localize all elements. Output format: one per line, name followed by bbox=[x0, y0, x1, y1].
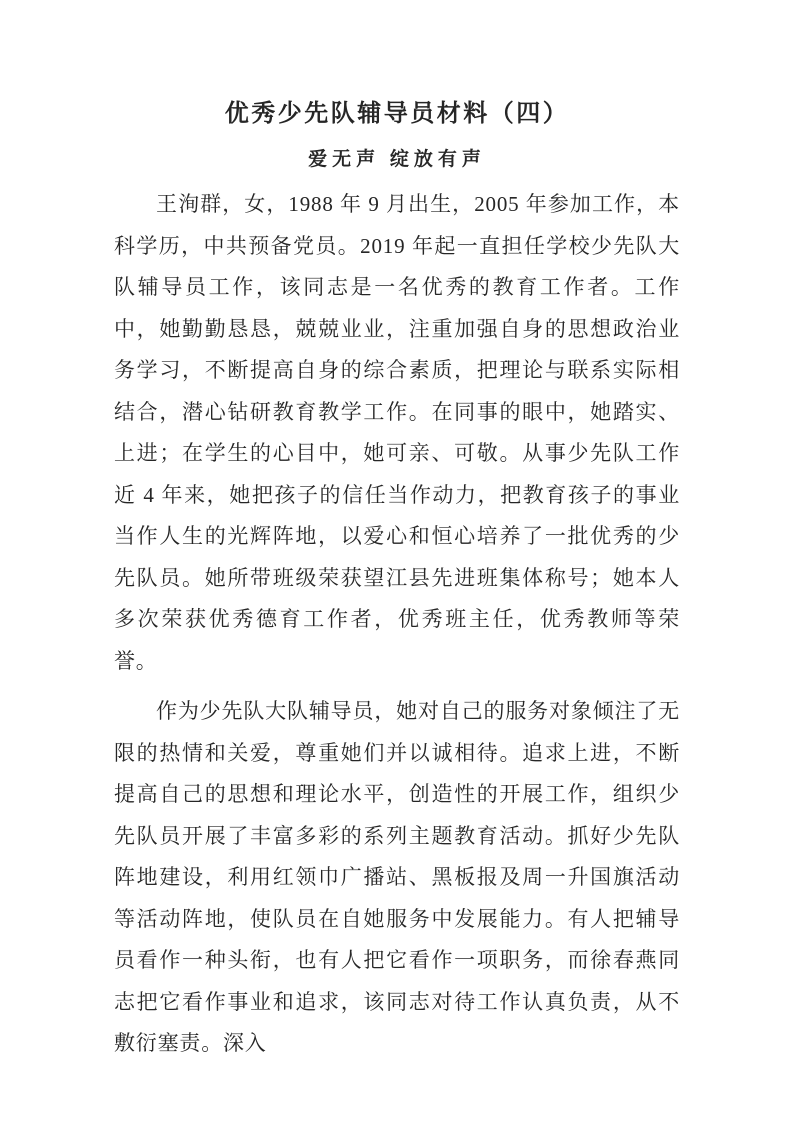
document-subtitle: 爱无声 绽放有声 bbox=[308, 149, 486, 170]
document-content bbox=[114, 0, 680, 1065]
document-body bbox=[114, 184, 680, 1065]
paragraph-2: 作为少先队大队辅导员，她对自己的服务对象倾注了无限的热情和关爱，尊重她们并以诚相待。追求上进，不断提高自己的思想和理论水平，创造性的开展工作，组织少先队员开展了丰富多彩的系列主题教育活动。抓好少先队阵地建设，利用红领巾广播站、黑板报及周一升国旗活动等活动阵地，使队员在自她服务中发展能力。有人把辅导员看作一种头衔，也有人把它看作一项职务，而徐春燕同志把它看作事业和追求，该同志对待工作认真负责，从不敷衍塞责。深入 bbox=[114, 699, 680, 1055]
paragraph-1: 王洵群，女，1988 年 9 月出生，2005 年参加工作，本科学历，中共预备党员。2019 年起一直担任学校少先队大队辅导员工作，该同志是一名优秀的教育工作者。工作中，她勤勤恳恳，兢兢业业，注重加强自身的思想政治业务学习，不断提高自身的综合素质，把理论与联系实际相结合，潜心钻研教育教学工作。在同事的眼中，她踏实、上进；在学生的心目中，她可亲、可敬。从事少先队工作近 4 年来，她把孩子的信任当作动力，把教育孩子的事业当作人生的光辉阵地，以爱心和恒心培养了一批优秀的少先队员。她所带班级荣获望江县先进班集体称号；她本人多次荣获优秀德育工作者，优秀班主任，优秀教师等荣誉。 bbox=[114, 192, 680, 673]
document-title: 优秀少先队辅导员材料（四） bbox=[224, 101, 570, 127]
